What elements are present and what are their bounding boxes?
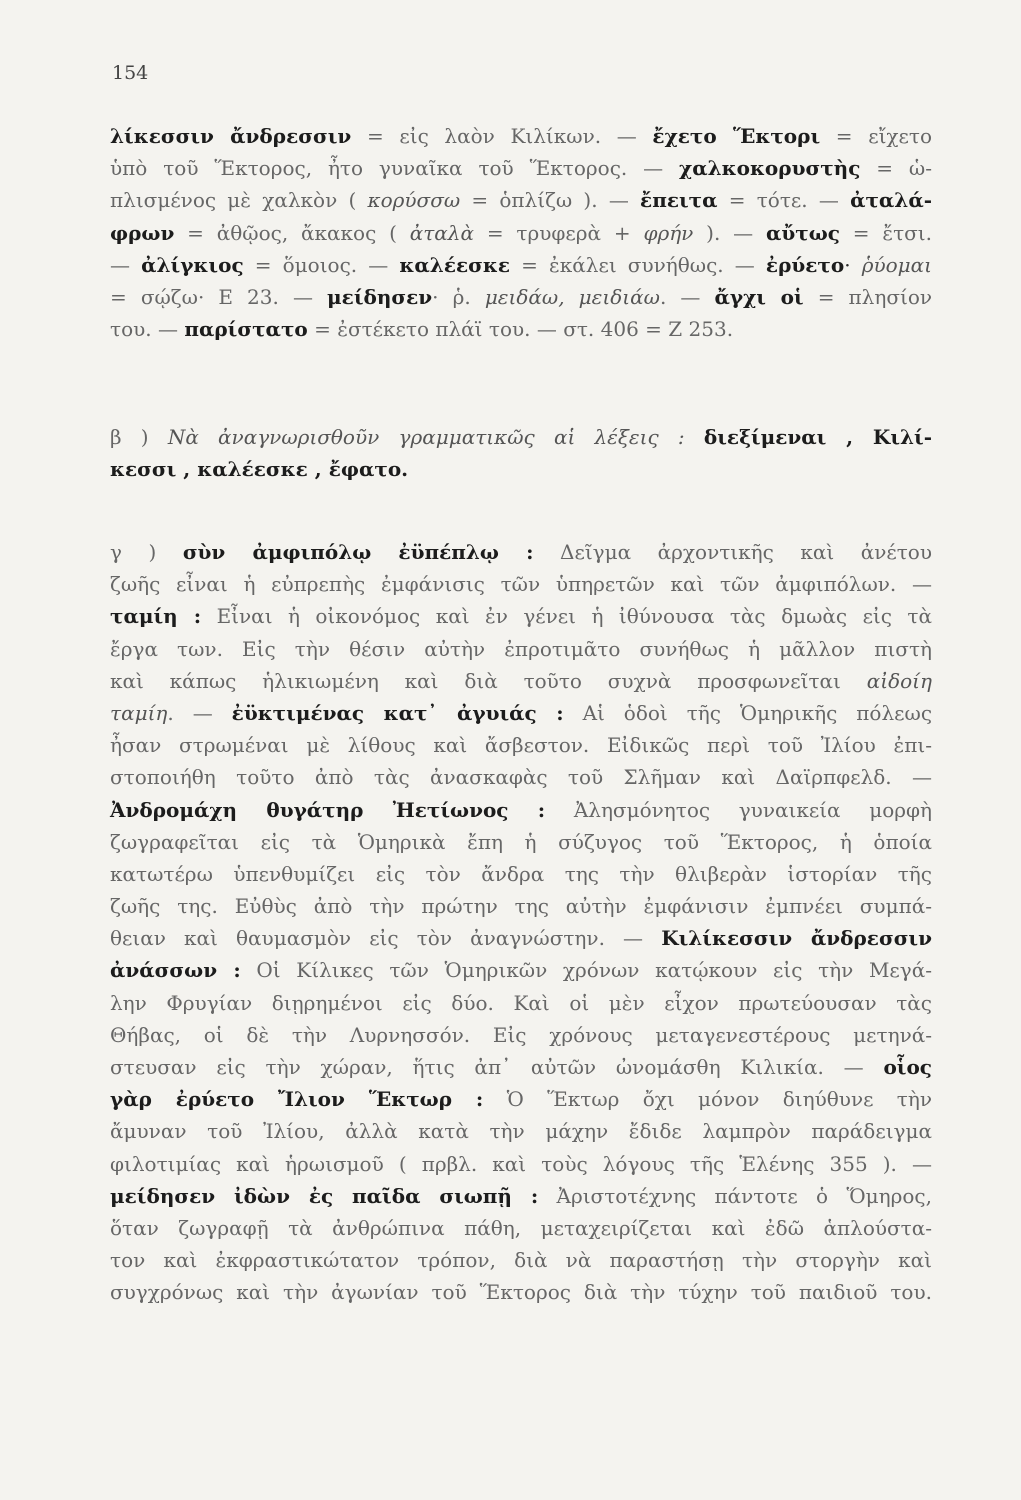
text-line: [110, 858, 932, 890]
lemma: παρίστατο: [184, 317, 308, 342]
gloss: ). —: [693, 220, 766, 245]
commentary-text: ζωῆς της. Εὐθὺς ἀπὸ τὴν πρώτην της αὐτὴν ἐμφάνισιν ἐμπνέει συμπά-: [110, 894, 932, 919]
commentary-text: στευσαν εἰς τὴν χώραν, ἥτις ἀπ᾽ αὐτῶν ὠνομάσθη Κιλικία. —: [110, 1055, 884, 1079]
text-line: [110, 761, 932, 793]
text-line: [110, 987, 932, 1019]
text-line: [110, 281, 932, 313]
commentary-text: ὅταν ζωγραφῇ τὰ ἀνθρώπινα πάθη, μεταχειρίζεται καὶ ἐδῶ ἁπλούστα-: [110, 1215, 932, 1240]
glossary-section: [110, 120, 932, 345]
commentary-text: . —: [167, 700, 232, 725]
lemma: μείδησεν ἰδὼν ἐς παῖδα σιωπῇ :: [110, 1183, 539, 1208]
gloss: = πλησίον: [803, 284, 933, 309]
lemma: ἀνάσσων :: [110, 958, 241, 983]
etymon: μειδάω, μειδιάω: [484, 284, 660, 309]
quoted-term: ταμίη: [110, 700, 168, 725]
text-line: [110, 890, 932, 922]
gloss: = ὡ-: [860, 156, 932, 181]
gloss: του. —: [110, 317, 185, 342]
lemma: ἄγχι οἱ: [714, 284, 804, 309]
lemma: καλέεσκε: [399, 252, 511, 277]
commentary-text: στοποιήθη τοῦτο ἀπὸ τὰς ἀνασκαφὰς τοῦ Σλῆμαν καὶ Δαϊρπφελδ. —: [110, 765, 932, 790]
text-line: [110, 249, 932, 281]
text-line: [110, 120, 932, 152]
commentary-text: καὶ κάπως ἡλικιωμένη καὶ διὰ τοῦτο συχνὰ προσφωνεῖται: [110, 668, 867, 693]
commentary-text: Θήβας, οἱ δὲ τὴν Λυρνησσόν. Εἰς χρόνους μεταγενεστέρους μετηνά-: [110, 1022, 932, 1047]
gloss: ὑπὸ τοῦ Ἕκτορος, ἦτο γυναῖκα τοῦ Ἕκτορος. —: [110, 156, 680, 181]
lemma: ἐϋκτιμένας κατ᾽ ἀγυιάς :: [231, 700, 564, 725]
lemma: αὔτως: [765, 220, 840, 245]
commentary-text: Οἱ Κίλικες τῶν Ὁμηρικῶν χρόνων κατῴκουν εἰς τὴν Μεγά-: [240, 958, 933, 983]
lemma: ἀταλά-: [850, 188, 933, 213]
exercise-words: κεσσι , καλέεσκε , ἔφατο.: [110, 457, 409, 482]
gloss: = τότε. —: [717, 188, 851, 213]
lemma: ἔχετο Ἕκτορι: [652, 124, 821, 148]
lemma: οἷος: [883, 1055, 932, 1079]
text-line: [110, 152, 932, 184]
text-line: [110, 729, 932, 761]
commentary-text: ἄμυναν τοῦ Ἰλίου, ἀλλὰ κατὰ τὴν μάχην ἔδιδε λαμπρὸν παράδειγμα: [110, 1119, 932, 1144]
text-line: [110, 794, 932, 826]
text-line: [110, 217, 932, 249]
text-line: [110, 1212, 932, 1244]
gloss: · ῥ.: [432, 284, 485, 309]
gloss: = τρυφερὰ +: [474, 220, 644, 245]
gloss: = ὁπλίζω ). —: [460, 188, 641, 213]
etymon: ῥύομαι: [861, 252, 933, 277]
lemma: ταμίη :: [110, 604, 202, 629]
text-line: [110, 600, 932, 632]
commentary-text: Αἱ ὁδοὶ τῆς Ὁμηρικῆς πόλεως: [563, 700, 933, 725]
lemma: ἐρύετο: [765, 252, 845, 277]
commentary-text: Ἀλησμόνητος γυναικεία μορφὴ: [545, 797, 933, 822]
etymon: κορύσσω: [367, 188, 461, 213]
lemma: ἀλίγκιος: [141, 252, 244, 277]
gloss: = ἐστέκετο πλάϊ του. — στ. 406 = Ζ 253.: [307, 317, 734, 342]
commentary-text: Ὁ Ἕκτωρ ὄχι μόνον διηύθυνε τὴν: [483, 1087, 932, 1112]
text-line: [110, 568, 932, 600]
commentary-text: κατωτέρω ὑπενθυμίζει εἰς τὸν ἄνδρα της τὴν θλιβερὰν ἱστορίαν τῆς: [110, 861, 932, 886]
text-line: [110, 826, 932, 858]
text-line: [110, 1019, 932, 1051]
etymon: φρήν: [643, 220, 694, 245]
text-line: [110, 1276, 932, 1308]
text-line: [110, 1180, 932, 1212]
lemma: Κιλίκεσσιν ἄνδρεσσιν: [661, 926, 932, 951]
text-line: [110, 633, 932, 665]
text-line: [110, 1244, 932, 1276]
gloss: —: [110, 252, 142, 277]
commentary-text: ἔργα των. Εἰς τὴν θέσιν αὐτὴν ἐπροτιμᾶτο συνήθως ἡ μᾶλλον πιστὴ: [110, 636, 932, 661]
text-line: [110, 1083, 932, 1115]
etymon: ἀταλὰ: [409, 220, 474, 245]
page-number: 154: [112, 62, 149, 84]
lemma: γὰρ ἐρύετο Ἴλιον Ἕκτωρ :: [110, 1087, 484, 1112]
commentary-text: θειαν καὶ θαυμασμὸν εἰς τὸν ἀναγνώστην. —: [110, 926, 662, 951]
quoted-term: αἰδοίη: [866, 668, 932, 693]
grammar-exercise-section: [110, 421, 932, 485]
text-line: [110, 665, 932, 697]
text-line: [110, 1051, 932, 1083]
exercise-prompt: Νὰ ἀναγνωρισθοῦν γραμματικῶς αἱ λέξεις :: [167, 425, 685, 449]
lemma: μείδησεν: [327, 284, 433, 309]
gloss: πλισμένος μὲ χαλκὸν (: [110, 188, 368, 213]
commentary-text: Εἶναι ἡ οἰκονόμος καὶ ἐν γένει ἡ ἰθύνουσα τὰς δμωὰς εἰς τὰ: [201, 604, 932, 629]
text-line: [110, 954, 932, 986]
text-line: [110, 184, 932, 216]
gloss: . —: [659, 284, 715, 309]
commentary-text: τον καὶ ἐκφραστικώτατον τρόπον, διὰ νὰ παραστήσῃ τὴν στοργὴν καὶ: [110, 1248, 932, 1273]
gloss: ·: [844, 252, 862, 277]
text-line: [110, 697, 932, 729]
commentary-text: Ἀριστοτέχνης πάντοτε ὁ Ὅμηρος,: [538, 1183, 932, 1208]
commentary-text: ἦσαν στρωμέναι μὲ λίθους καὶ ἄσβεστον. Εἰδικῶς περὶ τοῦ Ἰλίου ἐπι-: [110, 733, 932, 758]
gloss: = ἐκάλει συνήθως. —: [510, 252, 766, 277]
lemma: χαλκοκορυστὴς: [679, 156, 861, 181]
text-line: [110, 1148, 932, 1180]
text-line: [110, 453, 932, 485]
gloss: = ἀθῷος, ἄκακος (: [174, 220, 410, 245]
lemma: λίκεσσιν ἄνδρεσσιν: [110, 124, 352, 148]
commentary-text: ζωγραφεῖται εἰς τὰ Ὁμηρικὰ ἔπη ἡ σύζυγος τοῦ Ἕκτορος, ἡ ὁποία: [110, 829, 932, 854]
commentary-text: λην Φρυγίαν διῃρημένοι εἰς δύο. Καὶ οἱ μὲν εἶχον πρωτεύουσαν τὰς: [110, 990, 932, 1015]
exercise-words: διεξίμεναι , Κιλί-: [703, 425, 932, 449]
text-line: [110, 1115, 932, 1147]
commentary-text: Δεῖγμα ἀρχοντικῆς καὶ ἀνέτου: [533, 540, 932, 564]
lemma: φρων: [110, 220, 175, 245]
lemma: Ἀνδρομάχη θυγάτηρ Ἠετίωνος :: [110, 797, 546, 822]
gloss: = σῴζω· Ε 23. —: [110, 284, 328, 309]
commentary-text: συγχρόνως καὶ τὴν ἀγωνίαν τοῦ Ἕκτορος διὰ τὴν τύχην τοῦ παιδιοῦ του.: [110, 1280, 932, 1305]
commentary-section: [110, 536, 932, 1309]
gloss: = ἔτσι.: [839, 220, 932, 245]
lemma: ἔπειτα: [640, 188, 718, 213]
gloss: = ὅμοιος. —: [243, 252, 400, 277]
commentary-text: φιλοτιμίας καὶ ἡρωισμοῦ ( πρβλ. καὶ τοὺς λόγους τῆς Ἑλένης 355 ). —: [110, 1151, 932, 1176]
lemma: σὺν ἀμφιπόλῳ ἐϋπέπλῳ :: [182, 540, 534, 564]
section-marker: γ ): [110, 540, 183, 564]
gloss: = εἴχετο: [820, 124, 932, 148]
section-marker: β ): [110, 425, 149, 449]
commentary-text: ζωῆς εἶναι ἡ εὐπρεπὴς ἐμφάνισις τῶν ὑπηρετῶν καὶ τῶν ἀμφιπόλων. —: [110, 572, 932, 597]
text-line: [110, 536, 932, 568]
text-line: [110, 421, 932, 453]
gloss: = εἰς λαὸν Κιλίκων. —: [351, 124, 653, 148]
text-line: [110, 922, 932, 954]
text-line: [110, 313, 932, 345]
